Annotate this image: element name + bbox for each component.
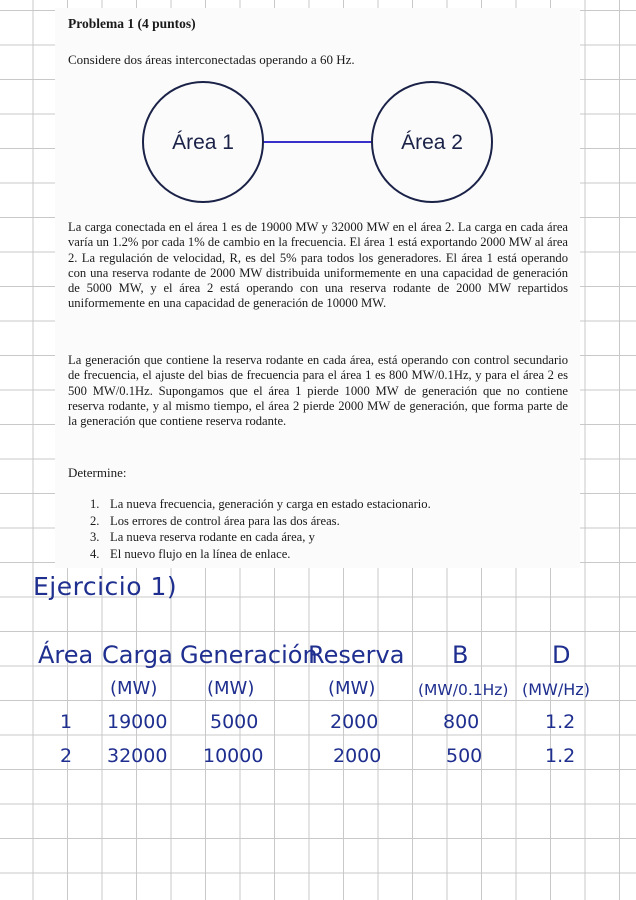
- header-area: Área: [38, 641, 94, 669]
- task-item: [90, 514, 431, 531]
- area1-label: Área 1: [172, 131, 234, 154]
- task-text: El nuevo flujo en la línea de enlace.: [110, 546, 291, 561]
- unit-b: (MW/0.1Hz): [418, 681, 509, 699]
- exercise-title: Ejercicio 1): [33, 572, 178, 601]
- row2-area: 2: [60, 745, 73, 767]
- row1-d: 1.2: [545, 711, 576, 733]
- task-item: [90, 497, 431, 514]
- task-number: 1.: [90, 497, 100, 511]
- unit-reserva: (MW): [328, 678, 376, 699]
- problem-intro: Considere dos áreas interconectadas operando a 60 Hz.: [68, 52, 355, 67]
- task-text: La nueva frecuencia, generación y carga en estado estacionario.: [110, 497, 431, 511]
- task-number: 2.: [90, 513, 100, 528]
- unit-generacion: (MW): [207, 678, 255, 699]
- task-text: La nueva reserva rodante en cada área, y: [110, 530, 315, 544]
- header-generacion: Generación: [180, 641, 318, 669]
- row2-reserva: 2000: [333, 745, 382, 767]
- task-number: 4.: [90, 546, 100, 561]
- area2-label: Área 2: [401, 131, 463, 154]
- row2-generacion: 10000: [203, 745, 264, 767]
- row2-carga: 32000: [107, 745, 168, 767]
- problem-paragraph-2: La generación que contiene la reserva rodante en cada área, está operando con control secundario de frecuencia, el ajuste del bias de frecuencia para el área 1 es 800 MW/0.1Hz, y para el área 2 es 500 MW/0.1Hz. Supongamos que el área 1 pierde 1000 MW de generación que no contiene reserva rodante, y al mismo tiempo, el área 2 pierde 2000 MW de generación, que forma parte de la generación que contiene reserva rodante.: [68, 353, 568, 429]
- areas-diagram: [55, 76, 580, 216]
- header-b: B: [452, 641, 469, 669]
- unit-d: (MW/Hz): [522, 680, 590, 699]
- row1-carga: 19000: [107, 711, 168, 733]
- task-item: [90, 547, 431, 564]
- problem-title: Problema 1 (4 puntos): [68, 16, 196, 31]
- task-number: 3.: [90, 530, 100, 544]
- task-item: [90, 530, 431, 547]
- row1-area: 1: [60, 711, 73, 733]
- header-d: D: [552, 641, 571, 669]
- header-carga: Carga: [102, 641, 173, 669]
- row2-b: 500: [446, 745, 483, 767]
- task-list: [90, 497, 431, 563]
- row1-generacion: 5000: [210, 711, 259, 733]
- row1-b: 800: [443, 711, 480, 733]
- determine-label: Determine:: [68, 465, 127, 480]
- row2-d: 1.2: [545, 745, 576, 767]
- row1-reserva: 2000: [330, 711, 379, 733]
- unit-carga: (MW): [110, 678, 158, 699]
- task-text: Los errores de control área para las dos áreas.: [110, 513, 340, 528]
- header-reserva: Reserva: [308, 641, 405, 669]
- problem-paragraph-1: La carga conectada en el área 1 es de 19000 MW y 32000 MW en el área 2. La carga en cada área varía un 1.2% por cada 1% de cambio en la frecuencia. El área 1 está exportando 2000 MW al área 2. La regulación de velocidad, R, es del 5% para todos los generadores. El área 1 está operando con una reserva rodante de 2000 MW distribuida uniformemente en una capacidad de generación de 5000 MW, y el área 2 está operando con una reserva rodante de 2000 MW repartidos uniformemente en una capacidad de generación de 10000 MW.: [68, 220, 568, 311]
